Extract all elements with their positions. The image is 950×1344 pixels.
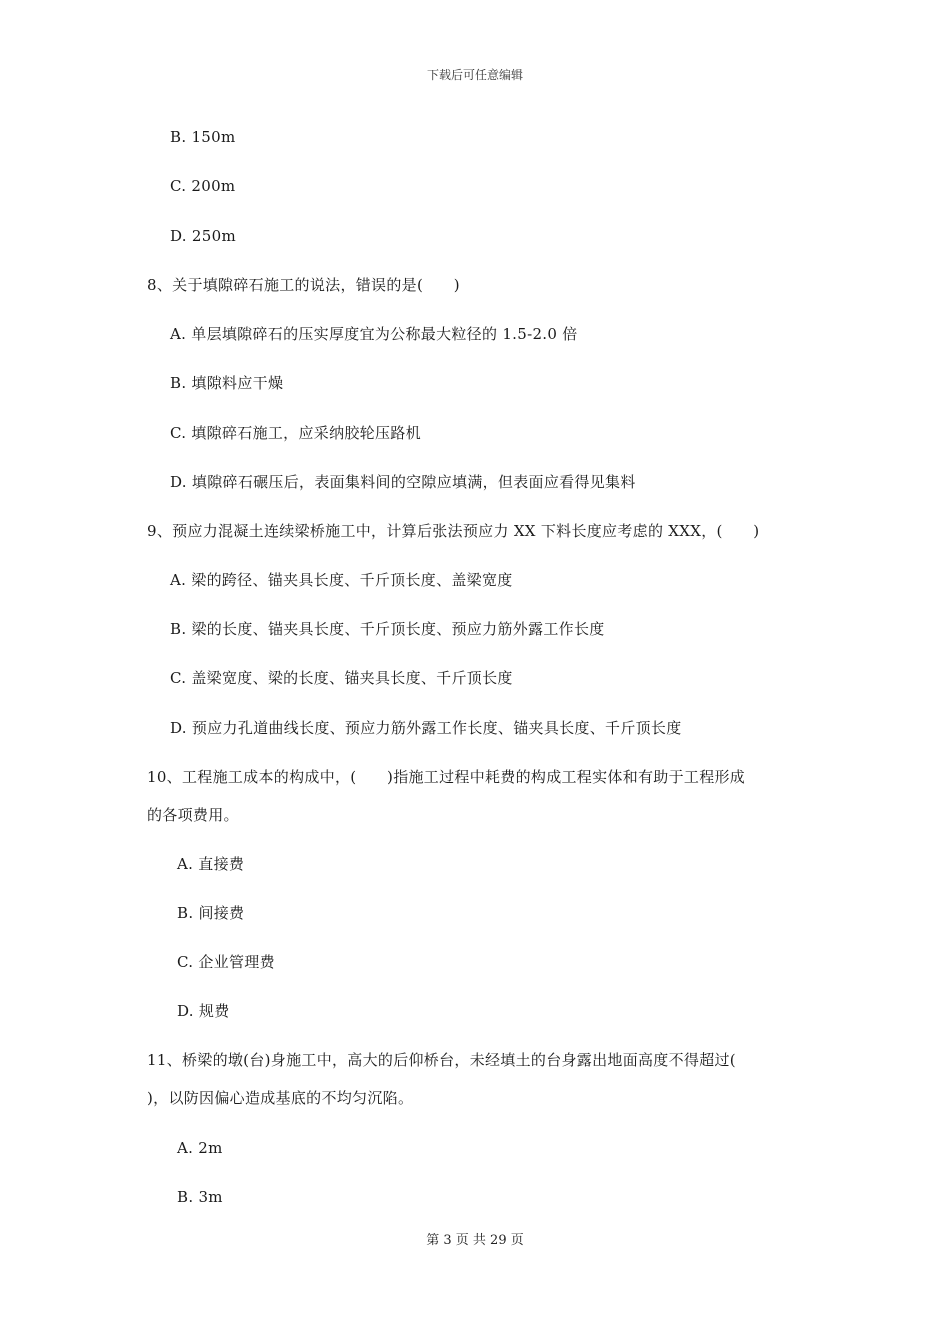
option-line: C. 填隙碎石施工，应采纳胶轮压路机 — [170, 424, 421, 442]
option-line: D. 填隙碎石碾压后，表面集料间的空隙应填满，但表面应看得见集料 — [170, 473, 636, 491]
option-line: D. 预应力孔道曲线长度、预应力筋外露工作长度、锚夹具长度、千斤顶长度 — [170, 719, 682, 737]
option-line: B. 梁的长度、锚夹具长度、千斤顶长度、预应力筋外露工作长度 — [170, 620, 605, 638]
option-line: B. 3m — [177, 1188, 223, 1206]
question-line: 9、预应力混凝土连续梁桥施工中，计算后张法预应力 XX 下料长度应考虑的 XXX，( ) — [147, 522, 760, 540]
question-line: 的各项费用。 — [147, 806, 239, 824]
question-line: 8、关于填隙碎石施工的说法，错误的是( ) — [147, 276, 460, 294]
option-line: D. 规费 — [177, 1002, 230, 1020]
option-line: B. 间接费 — [177, 904, 245, 922]
question-line: 10、工程施工成本的构成中，( )指施工过程中耗费的构成工程实体和有助于工程形成 — [147, 768, 746, 786]
option-line: A. 2m — [177, 1139, 223, 1157]
option-line: C. 企业管理费 — [177, 953, 275, 971]
option-line: B. 填隙料应干燥 — [170, 374, 284, 392]
option-line: A. 直接费 — [177, 855, 245, 873]
option-line: A. 单层填隙碎石的压实厚度宜为公称最大粒径的 1.5-2.0 倍 — [170, 325, 578, 343]
page-header: 下载后可任意编辑 — [426, 68, 523, 82]
option-line: C. 200m — [170, 177, 236, 195]
page-footer: 第 3 页 共 29 页 — [426, 1233, 524, 1248]
option-line: A. 梁的跨径、锚夹具长度、千斤顶长度、盖梁宽度 — [170, 571, 513, 589]
question-line: )，以防因偏心造成基底的不均匀沉陷。 — [147, 1089, 414, 1107]
option-line: C. 盖梁宽度、梁的长度、锚夹具长度、千斤顶长度 — [170, 669, 513, 687]
question-line: 11、桥梁的墩(台)身施工中，高大的后仰桥台，未经填土的台身露出地面高度不得超过( — [147, 1051, 736, 1069]
option-line: D. 250m — [170, 227, 236, 245]
option-line: B. 150m — [170, 128, 236, 146]
